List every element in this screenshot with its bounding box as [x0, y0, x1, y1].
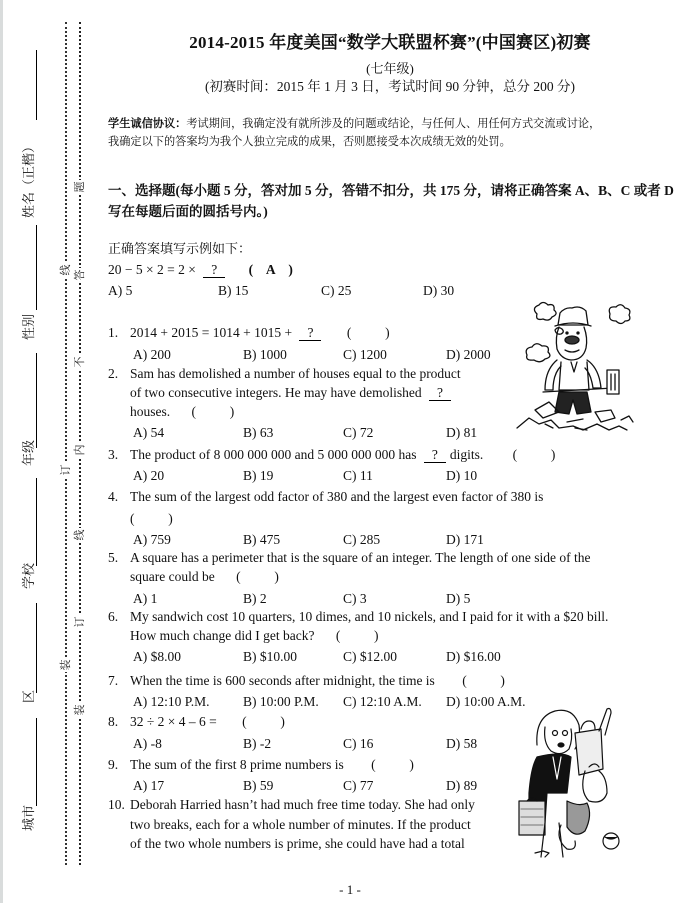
question-number: 7. — [108, 673, 119, 688]
section-heading: 一、选择题(每小题 5 分，答对加 5 分，答错不扣分，共 175 分，请将正确答案 A、B、C 或者 D 写在每题后面的圆括号内。) — [108, 183, 674, 219]
question-10-line-2: two breaks, each for a whole number of minutes. If the product — [130, 817, 471, 832]
answer-blank: ? — [299, 326, 321, 341]
question-text: The product of 8 000 000 000 and 5 000 000 000 has — [130, 447, 417, 462]
question-5 — [108, 548, 590, 568]
answer-parentheses[interactable]: ( ) — [335, 628, 379, 643]
option-b: B) 59 — [243, 778, 274, 793]
option-c: C) 3 — [343, 591, 367, 606]
field-label-grade: 年级 — [22, 439, 37, 466]
question-text: of two consecutive integers. He may have demolished — [130, 385, 422, 400]
honor-label: 学生诚信协议： — [108, 118, 187, 130]
question-number: 10. — [108, 797, 125, 812]
answer-parentheses[interactable]: ( ) — [462, 673, 505, 688]
option-d: D) 89 — [446, 778, 478, 793]
demolition-worker-illustration — [515, 300, 640, 435]
option-b: B) 19 — [243, 468, 274, 483]
school-field-line — [36, 478, 37, 566]
page-edge — [0, 0, 3, 903]
option-d: D) $16.00 — [446, 649, 501, 664]
name-field-line-lower — [36, 225, 37, 310]
option-a: A) 54 — [133, 425, 165, 440]
field-label-name: 姓名（正楷） — [22, 139, 37, 218]
option-c: C) $12.00 — [343, 649, 397, 664]
question-text: square could be — [130, 569, 215, 584]
exam-info: (初赛时间：2015 年 1 月 3 日，考试时间 90 分钟，总分 200 分) — [204, 79, 576, 94]
option-d: D) 10 — [446, 468, 478, 483]
grade-label: (七年级) — [366, 61, 414, 76]
inner-mark: 装 — [73, 704, 86, 716]
answer-parentheses[interactable]: ( ) — [130, 511, 173, 526]
option-c: C) 12:10 A.M. — [343, 694, 422, 709]
option-b: B) 475 — [243, 532, 281, 547]
question-number: 9. — [108, 757, 119, 772]
question-text: A square has a perimeter that is the square of an integer. The length of one side of the — [130, 550, 591, 565]
name-field-line — [36, 50, 37, 120]
option-c: C) 16 — [343, 736, 374, 751]
question-2-line-2 — [130, 383, 455, 403]
option-c: C) 77 — [343, 778, 374, 793]
option-c: C) 285 — [343, 532, 381, 547]
option-d: D) 58 — [446, 736, 478, 751]
answer-parentheses[interactable]: ( ) — [512, 447, 556, 462]
question-number: 3. — [108, 447, 119, 462]
option-d: D) 81 — [446, 425, 478, 440]
question-5-line-2 — [130, 567, 279, 587]
question-text: 32 ÷ 2 × 4 – 6 = — [130, 714, 217, 729]
option-a: A) 12:10 P.M. — [133, 694, 210, 709]
question-text: digits. — [449, 447, 484, 462]
option-c: C) 1200 — [343, 347, 387, 362]
option-d: D) 171 — [446, 532, 484, 547]
field-label-district: 区 — [22, 689, 37, 703]
field-label-gender: 性别 — [22, 313, 37, 340]
outer-mark: 线 — [59, 264, 72, 276]
question-10-line-3: of the two whole numbers is prime, she could have had a total — [130, 836, 465, 851]
question-text: The sum of the largest odd factor of 380 and the largest even factor of 380 is — [130, 489, 544, 504]
option-d: D) 30 — [423, 283, 455, 298]
inner-mark: 题 — [73, 181, 86, 193]
inner-mark: 订 — [73, 616, 86, 628]
exam-title: 2014-2015 年度美国“数学大联盟杯赛”(中国赛区)初赛 — [189, 33, 591, 52]
inner-mark: 不 — [73, 356, 86, 368]
option-a: A) 200 — [133, 347, 171, 362]
example-answer: ( A ) — [248, 262, 293, 277]
question-text: houses. — [130, 404, 171, 419]
question-number: 2. — [108, 366, 119, 381]
answer-parentheses[interactable]: ( ) — [236, 569, 279, 584]
question-number: 8. — [108, 714, 119, 729]
option-b: B) -2 — [243, 736, 272, 751]
question-4 — [108, 487, 543, 507]
option-d: D) 10:00 A.M. — [446, 694, 526, 709]
option-a: A) 20 — [133, 468, 165, 483]
field-label-school: 学校 — [22, 562, 37, 589]
question-2 — [108, 364, 461, 384]
grade-field-line — [36, 353, 37, 448]
question-4-line-2 — [130, 509, 173, 529]
question-8 — [108, 712, 285, 732]
answer-parentheses[interactable]: ( ) — [191, 404, 235, 419]
option-b: B) 1000 — [243, 347, 287, 362]
question-text: Deborah Harried hasn’t had much free time today. She had only — [130, 797, 475, 812]
honor-line-2: 我确定以下的答案均为我个人独立完成的成果，否则愿接受本次成绩无效的处罚。 — [108, 136, 511, 148]
option-a: A) 17 — [133, 778, 165, 793]
answer-blank: ? — [429, 386, 451, 401]
district-field-line — [36, 603, 37, 693]
option-c: C) 11 — [343, 468, 373, 483]
option-c: C) 72 — [343, 425, 374, 440]
example-stem: 20 − 5 × 2 = 2 × — [108, 262, 196, 277]
inner-mark: 内 — [73, 444, 86, 456]
option-b: B) $10.00 — [243, 649, 297, 664]
option-d: D) 5 — [446, 591, 471, 606]
question-7 — [108, 671, 505, 691]
honor-agreement — [108, 115, 680, 151]
question-text: My sandwich cost 10 quarters, 10 dimes, and 10 nickels, and I paid for it with a $20 bill. — [130, 609, 609, 624]
inner-mark: 线 — [73, 529, 86, 541]
option-c: C) 25 — [321, 283, 352, 298]
question-2-line-3 — [130, 402, 234, 422]
option-a: A) $8.00 — [133, 649, 181, 664]
example-intro: 正确答案填写示例如下： — [108, 241, 252, 256]
option-b: B) 10:00 P.M. — [243, 694, 319, 709]
question-3 — [108, 445, 555, 465]
example-question — [108, 260, 293, 280]
busy-woman-illustration — [515, 705, 640, 865]
answer-parentheses[interactable]: ( ) — [242, 714, 285, 729]
answer-parentheses[interactable]: ( ) — [371, 757, 414, 772]
example-blank: ? — [203, 263, 225, 278]
question-number: 5. — [108, 550, 119, 565]
answer-parentheses[interactable]: ( ) — [346, 325, 390, 340]
question-text: Sam has demolished a number of houses equal to the product — [130, 366, 461, 381]
option-b: B) 63 — [243, 425, 274, 440]
outer-cut-line — [65, 22, 67, 865]
option-a: A) 5 — [108, 283, 133, 298]
question-6-line-2 — [130, 626, 379, 646]
city-field-line — [36, 718, 37, 806]
honor-line-1: 考试期间，我确定没有就所涉及的问题或结论，与任何人、用任何方式交流或讨论， — [186, 118, 601, 130]
question-number: 4. — [108, 489, 119, 504]
question-10 — [108, 795, 475, 815]
option-b: B) 2 — [243, 591, 267, 606]
inner-mark: 答 — [73, 269, 86, 281]
answer-blank: ? — [424, 448, 446, 463]
question-number: 1. — [108, 325, 119, 340]
page-number: - 1 - — [339, 882, 361, 897]
question-number: 6. — [108, 609, 119, 624]
option-a: A) -8 — [133, 736, 162, 751]
field-label-city: 城市 — [22, 804, 37, 831]
outer-mark: 订 — [59, 464, 72, 476]
question-9 — [108, 755, 414, 775]
question-text: When the time is 600 seconds after midnight, the time is — [130, 673, 435, 688]
option-a: A) 759 — [133, 532, 171, 547]
option-d: D) 2000 — [446, 347, 491, 362]
question-text: How much change did I get back? — [130, 628, 315, 643]
question-1 — [108, 323, 390, 343]
question-text: 2014 + 2015 = 1014 + 1015 + — [130, 325, 293, 340]
outer-mark: 装 — [59, 659, 72, 671]
option-b: B) 15 — [218, 283, 249, 298]
option-a: A) 1 — [133, 591, 158, 606]
question-text: The sum of the first 8 prime numbers is — [130, 757, 344, 772]
question-6 — [108, 607, 608, 627]
